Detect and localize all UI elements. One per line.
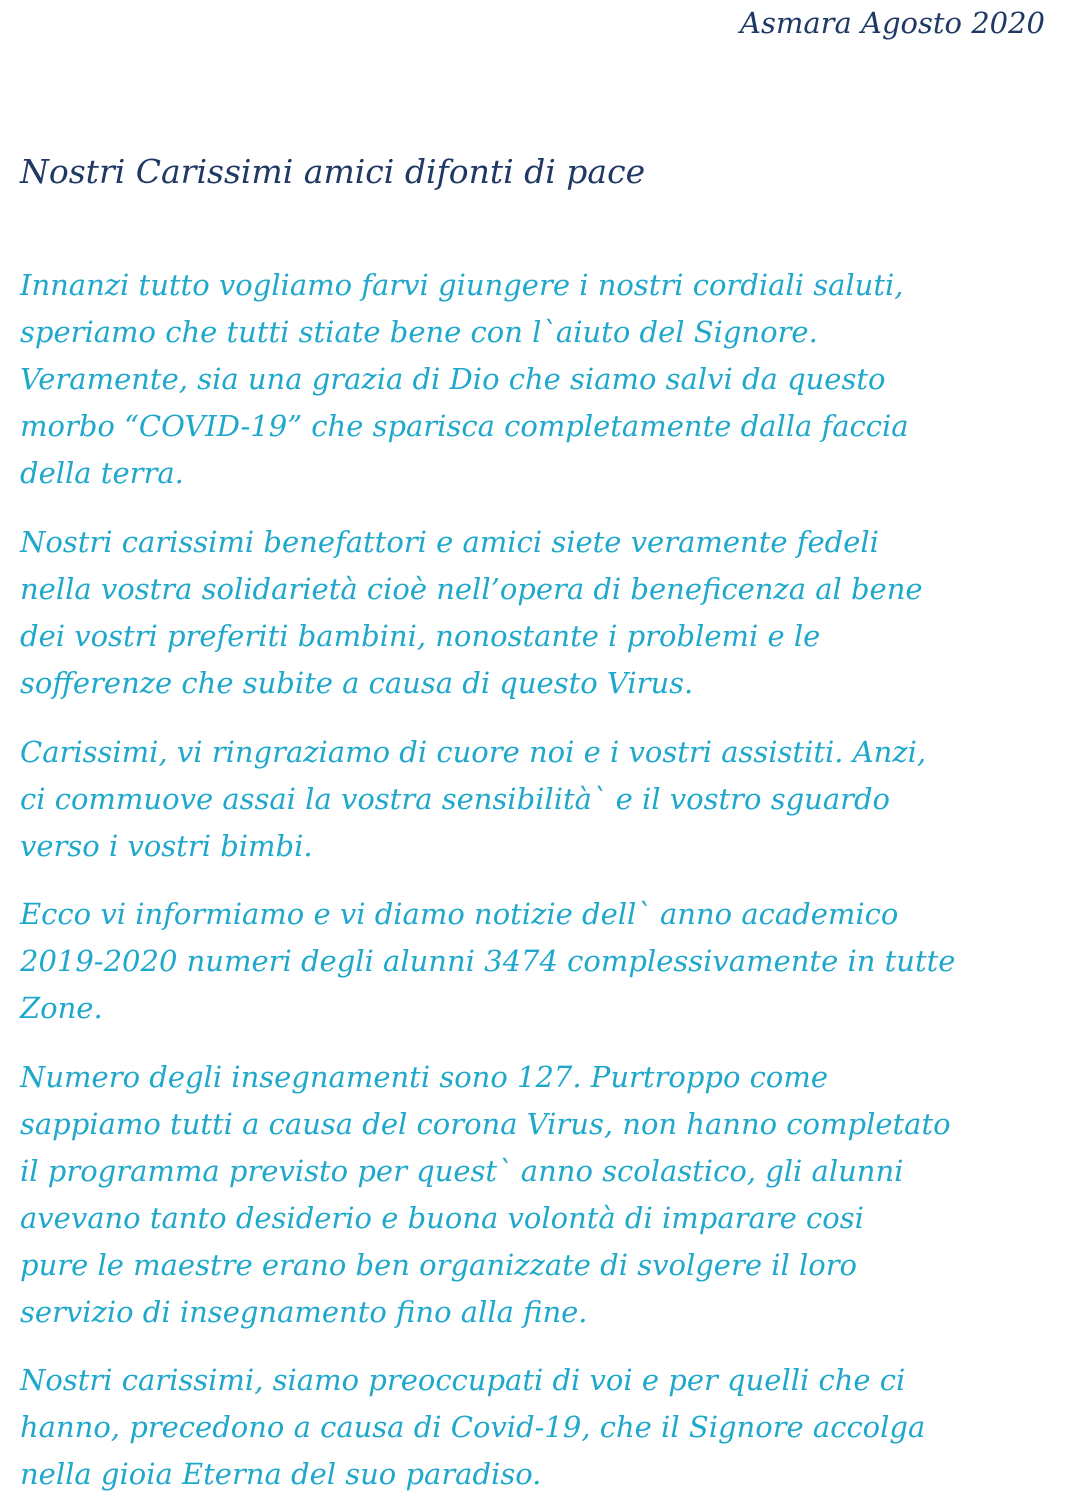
paragraph-line: Innanzi tutto vogliamo farvi giungere i nostri cordiali saluti, <box>20 268 904 302</box>
paragraph-line: nella vostra solidarietà cioè nell’opera di beneficenza al bene <box>20 572 923 606</box>
paragraph-condolences <box>20 1357 1055 1498</box>
paragraph-line: Ecco vi informiamo e vi diamo notizie dell` anno academico <box>20 897 899 931</box>
paragraph-line: nella gioia Eterna del suo paradiso. <box>20 1457 542 1491</box>
paragraph-teachers <box>20 1054 1055 1336</box>
paragraph-line: il programma previsto per quest` anno scolastico, gli alunni <box>20 1154 904 1188</box>
paragraph-line: morbo “COVID-19” che sparisca completamente dalla faccia <box>20 409 909 443</box>
paragraph-line: dei vostri preferiti bambini, nonostante i problemi e le <box>20 619 821 653</box>
paragraph-line: speriamo che tutti stiate bene con l`aiuto del Signore. <box>20 315 818 349</box>
paragraph-line: sappiamo tutti a causa del corona Virus, non hanno completato <box>20 1107 951 1141</box>
paragraph-thanks <box>20 729 1055 870</box>
paragraph-line: 2019-2020 numeri degli alunni 3474 complessivamente in tutte <box>20 944 956 978</box>
paragraph-school-year <box>20 891 1055 1032</box>
paragraph-line: Nostri carissimi, siamo preoccupati di voi e per quelli che ci <box>20 1363 906 1397</box>
letter-salutation: Nostri Carissimi amici difonti di pace <box>20 152 646 191</box>
paragraph-line: pure le maestre erano ben organizzate di svolgere il loro <box>20 1248 858 1282</box>
paragraph-line: Zone. <box>20 991 103 1025</box>
paragraph-line: ci commuove assai la vostra sensibilità` e il vostro sguardo <box>20 782 890 816</box>
paragraph-line: servizio di insegnamento fino alla fine. <box>20 1295 588 1329</box>
paragraph-line: hanno, precedono a causa di Covid-19, che il Signore accolga <box>20 1410 926 1444</box>
paragraph-line: Carissimi, vi ringraziamo di cuore noi e i vostri assistiti. Anzi, <box>20 735 927 769</box>
paragraph-greetings <box>20 262 1055 497</box>
paragraph-line: verso i vostri bimbi. <box>20 829 313 863</box>
paragraph-line: Veramente, sia una grazia di Dio che siamo salvi da questo <box>20 362 886 396</box>
paragraph-line: avevano tanto desiderio e buona volontà di imparare cosi <box>20 1201 864 1235</box>
paragraph-line: Numero degli insegnamenti sono 127. Purtroppo come <box>20 1060 829 1094</box>
paragraph-line: Nostri carissimi benefattori e amici siete veramente fedeli <box>20 525 879 559</box>
paragraph-line: della terra. <box>20 456 184 490</box>
letter-date: Asmara Agosto 2020 <box>740 6 1045 40</box>
paragraph-benefactors <box>20 519 1055 707</box>
paragraph-line: sofferenze che subite a causa di questo Virus. <box>20 666 694 700</box>
